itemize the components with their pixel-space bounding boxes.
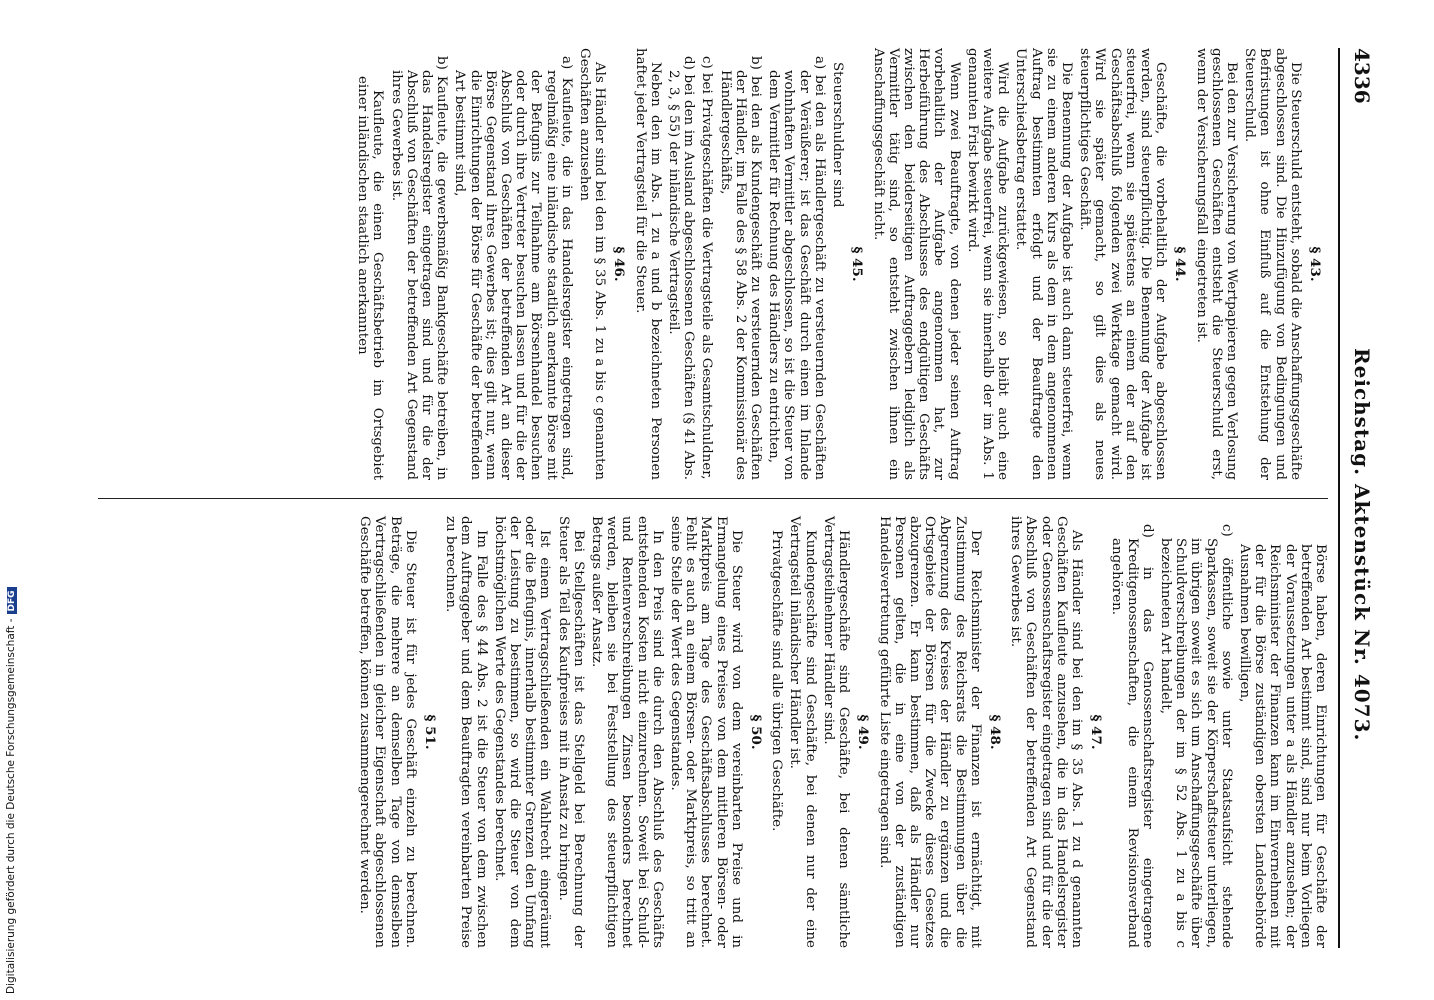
section-heading: § 51. bbox=[422, 714, 439, 750]
paragraph: Wenn zwei Beauftragte, von denen jeder seinen Auftrag vorbehaltlich der Aufgabe angenommen hat, zur Herbeiführung des Abschlusses des endgültigen Geschäfts zwischen den beiderseitigen Auftraggebern lediglich als Vermittler tätig sind, so entsteht zwischen ihnen ein Anschaffungsgeschäft nicht. bbox=[870, 48, 962, 480]
paragraph: Die Steuer wird von dem vereinbarten Preise und in Ermangelung eines Preises von dem mittleren Börsen- oder Marktpreis am Tage des Geschäftsabschlusses berechnet. Fehlt es auch an einem Börsen- oder Marktpreis, so tritt an seine Stelle der Wert des Gegenstandes. bbox=[668, 516, 744, 948]
paragraph: Die Benennung der Aufgabe ist auch dann steuerfrei, wenn sie zu einem anderen Kurs als dem in dem angenommenen Auftrag bestimmten erfolgt und der Beauftragte den Unterschiedsbetrag erstattet. bbox=[1013, 48, 1074, 480]
section-heading: § 48. bbox=[986, 714, 1003, 750]
column-divider bbox=[98, 498, 1328, 499]
section-heading: § 44. bbox=[1172, 246, 1189, 282]
paragraph: Neben den im Abs. 1 zu a und b bezeichneten Personen haftet jeder Vertragsteil für die Steuer. bbox=[632, 48, 663, 480]
paragraph: Die Steuer ist für jedes Geschäft einzeln zu berechnen. Beträge, die mehrere an demselben Tage von demselben Vertragschließenden in gleicher Eigenschaft abgeschlossenen Geschäfte betreffen, können zusammengerechnet werden. bbox=[357, 516, 418, 948]
paragraph: Die Steuerschuld entsteht, sobald die Anschaffungsgeschäfte abgeschlossen sind. Die Hinzufügung von Bedingungen und Befristungen ist ohne Einfluß auf die Entstehung der Steuerschuld. bbox=[1242, 48, 1303, 480]
list-item: b) bei den als Kundengeschäft zu versteuernden Geschäften der Händler, im Falle des § 58 Abs. 2 der Kommissionär des Händlergeschäfts, bbox=[717, 56, 764, 480]
page-header bbox=[1338, 48, 1374, 948]
footer-text-wrap bbox=[5, 587, 17, 994]
paragraph: Börse haben, deren Einrichtungen für Geschäfte der betreffenden Art bestimmt sind, sind nur beim Vorliegen der Voraussetzungen unter a als Händler anzusehen; der Reichsminister der Finanzen kann im Einvernehmen mit der für die Börse zuständigen obersten Landesbehörde Ausnahmen bewilligen, bbox=[1236, 544, 1328, 948]
list-item: a) bei den als Händlergeschäft zu versteuernden Geschäften der Veräußerer; ist das Geschäft durch einen im Inlande wohnhaften Vermittler abgeschlossen, so ist die Steuer von dem Vermittler für Rechnung des Händlers zu entrichten, bbox=[766, 56, 827, 480]
section-heading: § 45. bbox=[849, 246, 866, 282]
paragraph: Als Händler sind bei den im § 35 Abs. 1 zu a bis c genannten Geschäften anzusehen bbox=[577, 48, 608, 480]
list-item: d) in das Genossenschaftsregister eingetragene Kreditgenossenschaften, die einem Revisionsverband angehören. bbox=[1109, 524, 1155, 948]
paragraph: Der Reichsminister der Finanzen ist ermächtigt, mit Zustimmung des Reichsrats die Bestimmungen über die Abgrenzung des Kreises der Händler zu ergänzen und die Ortsgebiete der Börsen für die Zwecke dieses Gesetzes abzugrenzen. Er kann bestimmen, daß als Händler nur Personen gelten, die in eine von der zuständigen Handelsvertretung geführte Liste eingetragen sind. bbox=[876, 516, 983, 948]
list-item: c) öffentliche sowie unter Staatsaufsicht stehende Sparkassen, soweit sie der Körperschaftsteuer unterliegen, im übrigen soweit es sich um Anschaffungsgeschäfte über Schuldverschreibungen der im § 52 Abs. 1 zu a bis c bezeichneten Art handelt, bbox=[1157, 524, 1234, 948]
section-heading: § 46. bbox=[611, 246, 628, 282]
footer-credit: Digitalisierung gefördert durch die Deutsche Forschungsgemeinschaft - bbox=[5, 618, 17, 994]
paragraph: Kaufleute, die einen Geschäftsbetrieb im Ortsgebiet einer inländischen staatlich anerkannten bbox=[355, 76, 386, 480]
list-item: a) Kaufleute, die in das Handelsregister eingetragen sind, regelmäßig eine inländische staatlich anerkannte Börse mit der Befugnis zur Teilnahme am Börsenhandel besuchen oder durch ihre Vertreter besuchen lassen und für die der Abschluß von Geschäften der betreffenden Art an dieser Börse Gegenstand ihres Gewerbes ist; dies gilt nur, wenn die Einrichtungen der Börse für Geschäfte der betreffenden Art bestimmt sind, bbox=[452, 56, 574, 480]
list-item: b) Kaufleute, die gewerbsmäßig Bankgeschäfte betreiben, in das Handelsregister eingetragen sind und für die der Abschluß von Geschäften der betreffenden Art Gegenstand ihres Gewerbes ist. bbox=[388, 56, 450, 480]
digitization-footer bbox=[2, 590, 20, 994]
paragraph: Steuerschuldner sind bbox=[830, 62, 846, 208]
paragraph: Im Falle des § 44 Abs. 2 ist die Steuer von dem zwischen dem Auftraggeber und dem Beauftragten vereinbarten Preise zu berechnen. bbox=[443, 516, 489, 948]
paragraph: Kundengeschäfte sind Geschäfte, bei denen nur der eine Vertragsteil inländischer Händler ist. bbox=[787, 516, 818, 948]
left-column bbox=[352, 48, 1328, 480]
page-content bbox=[74, 48, 1374, 948]
page-title: Reichstag. Aktenstück Nr. 4073. bbox=[1350, 348, 1374, 742]
paragraph: Ist einem Vertragschließenden ein Wahlrecht eingeräumt oder die Befugnis, innerhalb bestimmter Grenzen den Umfang der Leistung zu bestimmen, so wird die Steuer von dem höchstmöglichen Werte des Gegenstandes berechnet. bbox=[491, 516, 553, 948]
paragraph: Bei den zur Versicherung von Wertpapieren gegen Verlosung geschlossenen Geschäften entsteht die Steuerschuld erst, wenn der Versicherungsfall eingetreten ist. bbox=[1193, 48, 1239, 480]
section-heading: § 50. bbox=[748, 714, 765, 750]
section-heading: § 47. bbox=[1088, 714, 1105, 750]
dfg-logo: DFG bbox=[7, 587, 17, 614]
section-heading: § 43. bbox=[1307, 246, 1323, 282]
paragraph: In den Preis sind die durch den Abschluß des Geschäfts entstehenden Kosten nicht einzurechnen. Soweit bei Schuld- und Rentenverschreibungen Zinsen besonders berechnet werden, bleiben sie bei Feststellung des steuerpflichtigen Betrags außer Ansatz. bbox=[589, 516, 665, 948]
paragraph: Geschäfte, die vorbehaltlich der Aufgabe abgeschlossen werden, sind steuerpflichtig. Die Benennung der Aufgabe ist steuerfrei, wenn sie spätestens an einem der auf den Geschäftsabschluß folgenden zwei Werktage gemacht wird. Wird sie später gemacht, so gilt dies als neues steuerpflichtiges Geschäft. bbox=[1077, 48, 1169, 480]
page-number: 4336 bbox=[1350, 48, 1374, 104]
list-item: c) bei Privatgeschäften die Vertragsteile als Gesamtschuldner, bbox=[699, 56, 715, 480]
section-heading: § 49. bbox=[855, 714, 872, 750]
right-column bbox=[354, 516, 1328, 948]
paragraph: Als Händler sind bei den im § 35 Abs. 1 zu d genannten Geschäften Kaufleute anzusehen, die in das Handelsregister oder Genossenschaftsregister eingetragen sind und für die der Abschluß von Geschäften der betreffenden Art Gegenstand ihres Gewerbes ist. bbox=[1008, 516, 1084, 948]
paragraph: Wird die Aufgabe zurückgewiesen, so bleibt auch eine weitere Aufgabe steuerfrei, wenn sie innerhalb der im Abs. 1 genannten Frist bewirkt wird. bbox=[964, 48, 1011, 480]
paragraph: Privatgeschäfte sind alle übrigen Geschäfte. bbox=[769, 530, 785, 832]
list-item: d) bei den im Ausland abgeschlossenen Geschäften (§ 41 Abs. 2, 3, § 55) der inländische Vertragsteil. bbox=[666, 56, 697, 480]
paragraph: Bei Stellgeschäften ist das Stellgeld bei Berechnung der Steuer als Teil des Kaufpreises mit in Ansatz zu bringen. bbox=[555, 516, 586, 948]
paragraph: Händlergeschäfte sind Geschäfte, bei denen sämtliche Vertragsteilnehmer Händler sind. bbox=[820, 516, 852, 948]
